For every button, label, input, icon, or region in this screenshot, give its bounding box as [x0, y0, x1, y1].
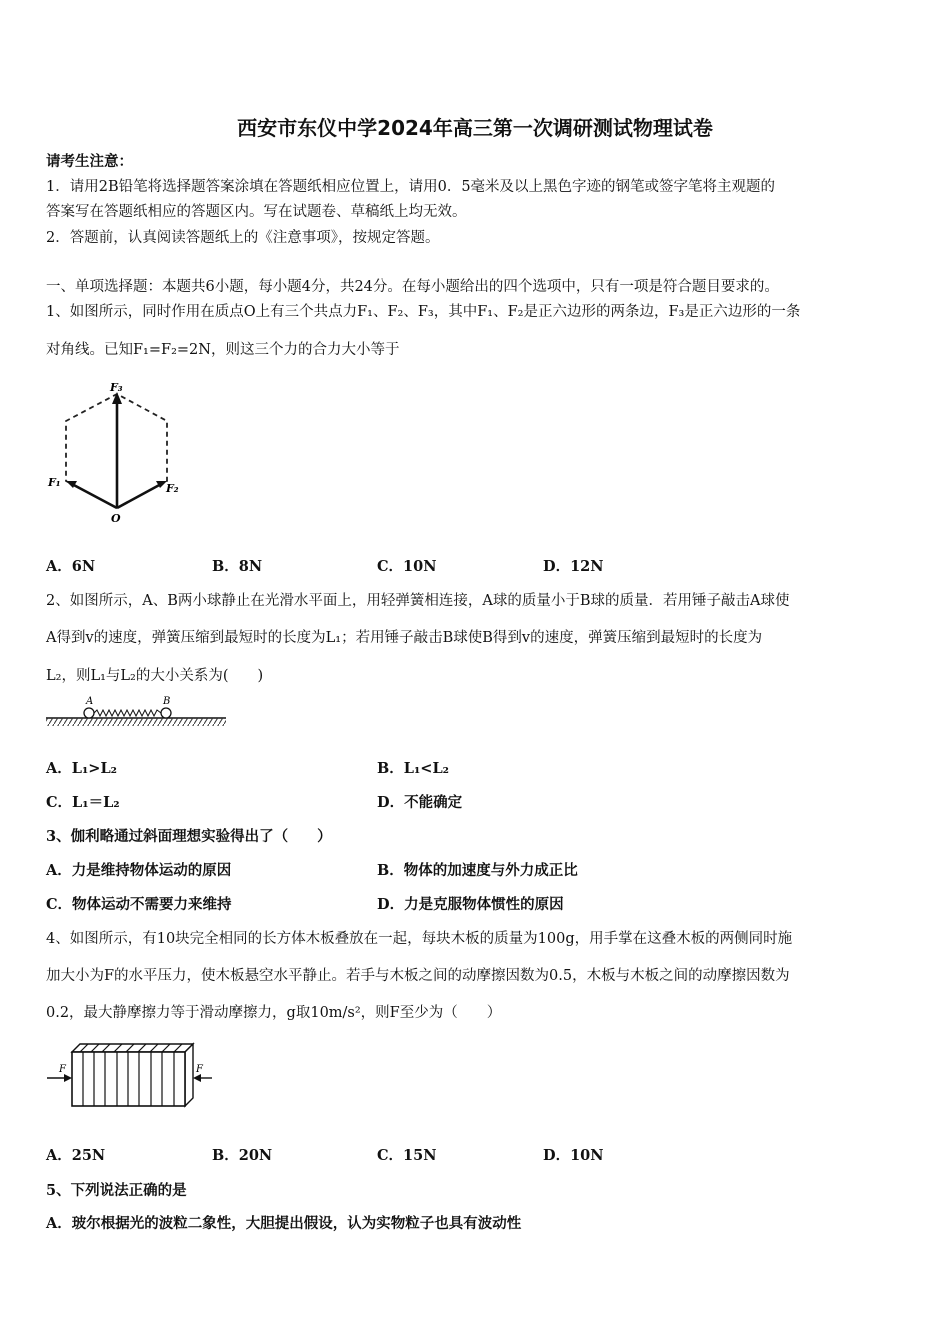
boards-diagram [44, 1034, 219, 1114]
q4-line-2: 加大小为F的水平压力，使木板悬空水平静止。若手与木板之间的动摩擦因数为0.5，木板与木板之间的动摩擦因数为 [46, 968, 790, 984]
q1-line-2: 对角线。已知F₁=F₂=2N，则这三个力的合力大小等于 [46, 342, 400, 358]
q1-option-b: B．8N [212, 558, 263, 575]
force-f2-arrow [117, 483, 163, 508]
q4-option-b: B．20N [212, 1147, 273, 1164]
q4-line-3: 0.2，最大静摩擦力等于滑动摩擦力，g取10m/s²，则F至少为（ ） [46, 1005, 502, 1021]
q2-option-a: A．L₁>L₂ [46, 760, 117, 777]
label-f-right: F [196, 1064, 203, 1075]
q4-option-d: D．10N [543, 1147, 604, 1164]
notice-item-1-line-2: 答案写在答题纸相应的答题区内。写在试题卷、草稿纸上均无效。 [46, 204, 467, 220]
q2-line-3: L₂，则L₁与L₂的大小关系为( ) [46, 668, 264, 684]
q5-option-a: A．玻尔根据光的波粒二象性，大胆提出假设，认为实物粒子也具有波动性 [46, 1215, 522, 1232]
section-heading: 一、单项选择题：本题共6小题，每小题4分，共24分。在每小题给出的四个选项中，只有一项是符合题目要求的。 [46, 279, 779, 295]
label-b: B [163, 696, 171, 707]
label-f-left: F [59, 1064, 66, 1075]
q1-option-d: D．12N [543, 558, 604, 575]
notice-item-1-line-1: 1．请用2B铅笔将选择题答案涂填在答题纸相应位置上，请用0．5毫米及以上黑色字迹的钢笔或签字笔将主观题的 [46, 179, 776, 195]
spring [94, 710, 161, 716]
q3-option-c: C．物体运动不需要力来维持 [46, 896, 232, 913]
page-title: 西安市东仪中学2024年高三第一次调研测试物理试卷 [237, 116, 713, 140]
q2-line-2: A得到v的速度，弹簧压缩到最短时的长度为L₁；若用锤子敲击B球使B得到v的速度，弹簧压缩到最短时的长度为 [46, 630, 763, 646]
q3-option-a: A．力是维持物体运动的原因 [46, 862, 232, 879]
label-f3: F₃ [110, 381, 123, 394]
q3-option-b: B．物体的加速度与外力成正比 [377, 862, 578, 879]
q4-line-1: 4、如图所示，有10块完全相同的长方体木板叠放在一起，每块木板的质量为100g，用手掌在这叠木板的两侧同时施 [46, 931, 793, 947]
q2-line-1: 2、如图所示，A、B两小球静止在光滑水平面上，用轻弹簧相连接，A球的质量小于B球的质量．若用锤子敲击A球使 [46, 593, 790, 609]
q2-option-c: C．L₁＝L₂ [46, 794, 120, 811]
notice-item-2: 2．答题前，认真阅读答题纸上的《注意事项》，按规定答题。 [46, 230, 440, 246]
label-a: A [86, 696, 94, 707]
hexagon-force-diagram [44, 376, 194, 526]
q4-option-c: C．15N [377, 1147, 437, 1164]
label-f2: F₂ [166, 482, 179, 495]
spring-balls-diagram [44, 692, 229, 730]
q2-option-b: B．L₁<L₂ [377, 760, 449, 777]
q1-option-a: A．6N [46, 558, 96, 575]
label-origin: O [111, 512, 121, 525]
ball-a [84, 708, 94, 718]
notice-heading: 请考生注意： [46, 153, 133, 170]
force-f1-arrow [70, 483, 117, 508]
q2-option-d: D．不能确定 [377, 794, 463, 811]
label-f1: F₁ [48, 476, 61, 489]
q4-option-a: A．25N [46, 1147, 106, 1164]
q3-option-d: D．力是克服物体惯性的原因 [377, 896, 564, 913]
q1-option-c: C．10N [377, 558, 437, 575]
q1-line-1: 1、如图所示，同时作用在质点O上有三个共点力F₁、F₂、F₃，其中F₁、F₂是正六边形的两条边，F₃是正六边形的一条 [46, 304, 801, 320]
q5-line-1: 5、下列说法正确的是 [46, 1182, 187, 1199]
ball-b [161, 708, 171, 718]
q3-line-1: 3、伽利略通过斜面理想实验得出了（ ） [46, 828, 332, 845]
